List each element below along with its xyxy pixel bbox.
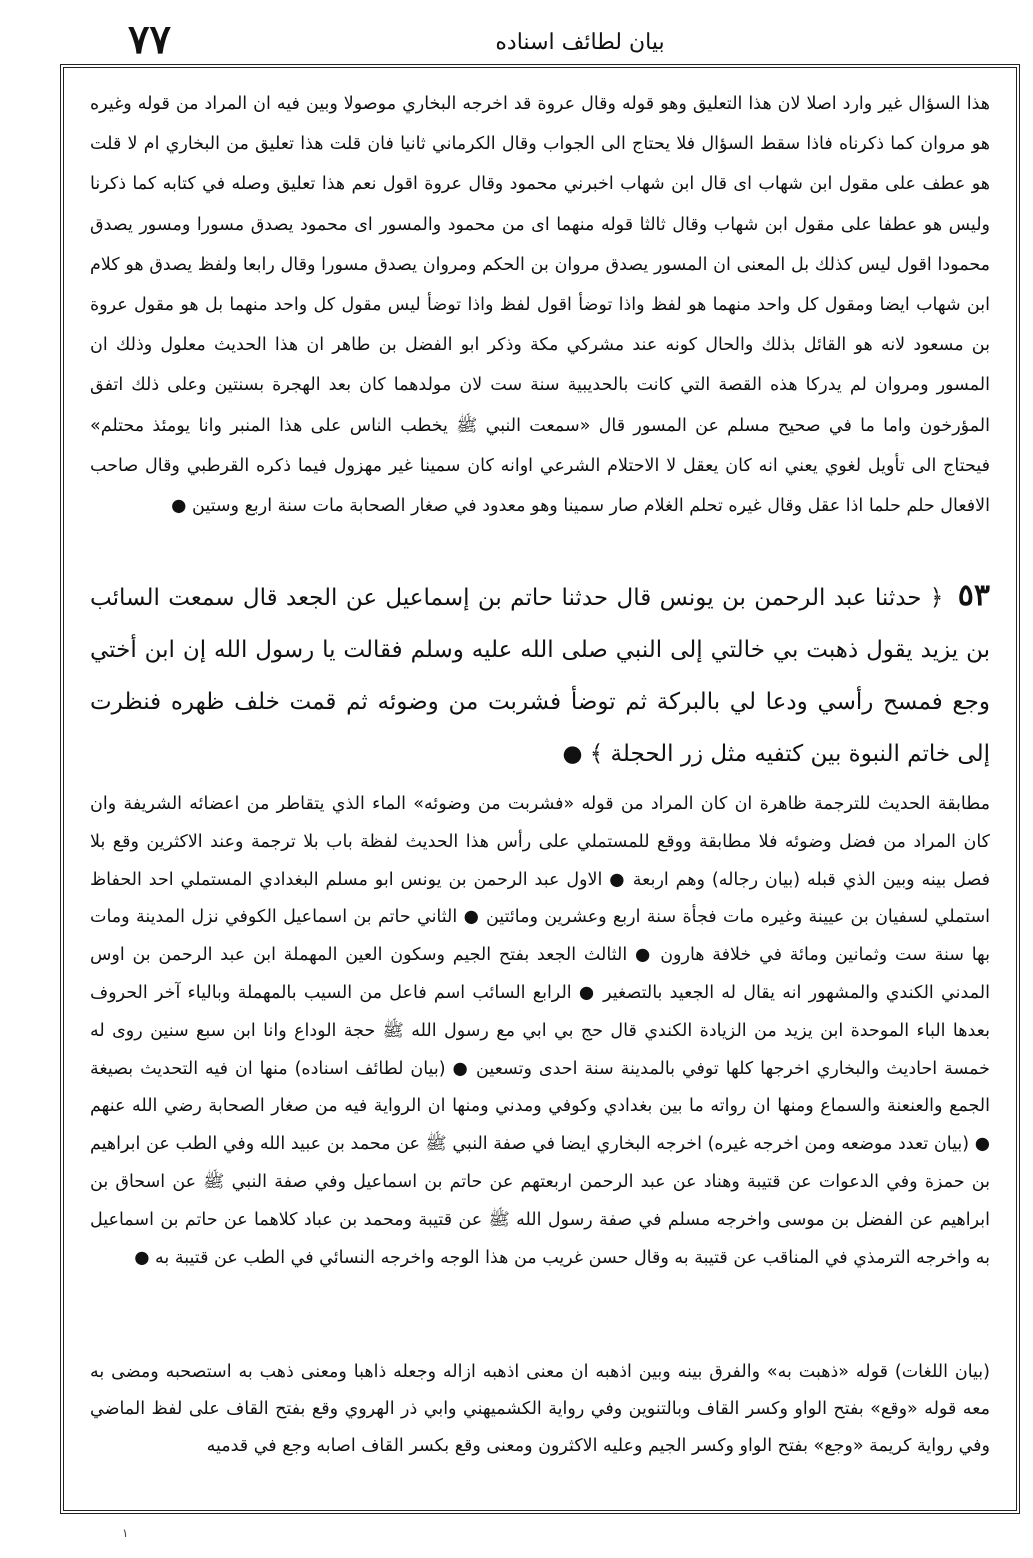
commentary-section-1 (90, 84, 990, 566)
commentary-section-2 (90, 786, 990, 1348)
running-title: بيان لطائف اسناده (495, 30, 665, 55)
hadith-block (90, 570, 990, 778)
commentary-paragraph-1: هذا السؤال غير وارد اصلا لان هذا التعليق وهو قوله وقال عروة قد اخرجه البخاري موصولا وبين فيه ان المراد من قوله وغيره هو مروان كما ذكرناه فاذا سقط السؤال فلا يحتاج الى الجواب وقال الكرماني ثانيا فان قلت هذا تعليق من البخاري ام لا قلت هو عطف على مقول ابن شهاب اى قال ابن شهاب اخبرني محمود وقال عروة اقول نعم هذا تعليق وصله في كتابه كما ذكرنا وليس هو عطفا على مقول ابن شهاب وقال ثالثا قوله منهما اى من محمود والمسور اى محمود يصدق مسورا ومسور يصدق محمودا اقول ليس كذلك بل المعنى ان المسور يصدق مروان بن الحكم ومروان يصدق مسورا وقال رابعا ولفظ يصدق هو كلام ابن شهاب ايضا ومقول كل واحد منهما هو لفظ واذا توضأ اقول لفظ واذا توضأ ليس مقول كل واحد منهما بل هو مقول عروة بن مسعود لانه هو القائل بذلك والحال كونه عند مشركي مكة وذكر ابو الفضل بن طاهر ان هذا الحديث معلول وذلك ان المسور ومروان لم يدركا هذه القصة التي كانت بالحديبية سنة ست لان مولدهما كان بعد الهجرة بسنتين وعلى ذلك اتفق المؤرخون واما ما في صحيح مسلم عن المسور قال «سمعت النبي ﷺ يخطب الناس على هذا المنبر وانا يومئذ محتلم» فيحتاج الى تأويل لغوي يعني انه كان يعقل لا الاحتلام الشرعي اوانه كان سمينا غير مهزول فيما ذكره القرطبي وقال صاحب الافعال حلم حلما اذا عقل وقال غيره تحلم الغلام صار سمينا وهو معدود في صغار الصحابة مات سنة اربع وستين ● (90, 94, 990, 517)
hadith-paragraph (90, 570, 990, 778)
page-number: ٧٧ (128, 16, 171, 63)
page-header (60, 18, 1020, 62)
commentary-paragraph-2: مطابقة الحديث للترجمة ظاهرة ان كان المراد من قوله «فشربت من وضوئه» الماء الذي يتقاطر من اعضائه الشريفة وان كان المراد من فضل وضوئه فلا مطابقة ووقع للمستملي على رأس هذا الحديث لفظة باب بلا ترجمة وعند الاكثرين وقع بلا فصل بينه وبين الذي قبله (بيان رجاله) وهم اربعة ● الاول عبد الرحمن بن يونس ابو مسلم البغدادي المستملي احد الحفاظ استملي لسفيان بن عيينة وغيره مات فجأة سنة اربع وعشرين ومائتين ● الثاني حاتم بن اسماعيل الكوفي نزل المدينة ومات بها سنة ست وثمانين ومائة في خلافة هارون ● الثالث الجعد بفتح الجيم وسكون العين المهملة ابن عبد الرحمن بن اوس المدني الكندي والمشهور انه يقال له الجعيد بالتصغير ● الرابع السائب اسم فاعل من السيب بالمهملة وبالياء آخر الحروف بعدها الباء الموحدة ابن يزيد من الزيادة الكندي قال حج بي ابي مع رسول الله ﷺ حجة الوداع وانا ابن سبع سنين روى له خمسة احاديث والبخاري اخرجها كلها توفي بالمدينة سنة احدى وتسعين ● (بيان لطائف اسناده) منها ان فيه التحديث بصيغة الجمع والعنعنة والسماع ومنها ان رواته ما بين بغدادي وكوفي ومدني ومنها ان الرواية فيه من صغار الصحابة رضي الله عنهم ● (بيان تعدد موضعه ومن اخرجه غيره) اخرجه البخاري ايضا في صفة النبي ﷺ عن محمد بن عبيد الله وفي الطب عن ابراهيم بن حمزة وفي الدعوات عن قتيبة وهناد عن عبد الرحمن اربعتهم عن حاتم بن اسماعيل وفي صفة النبي ﷺ عن اسحاق بن ابراهيم عن الفضل بن موسى واخرجه مسلم في صفة رسول الله ﷺ عن قتيبة ومحمد بن عباد كلاهما عن حاتم بن اسماعيل به واخرجه الترمذي في المناقب عن قتيبة به وقال حسن غريب من هذا الوجه واخرجه النسائي في الطب عن قتيبة به ● (90, 794, 990, 1268)
hadith-text: ﴿ حدثنا عبد الرحمن بن يونس قال حدثنا حاتم بن إسماعيل عن الجعد قال سمعت السائب بن يزيد يقول ذهبت بي خالتي إلى النبي صلى الله عليه وسلم فقالت يا رسول الله إن ابن أختي وجع فمسح رأسي ودعا لي بالبركة ثم توضأ فشربت من وضوئه ثم قمت خلف ظهره فنظرت إلى خاتم النبوة بين كتفيه مثل زر الحجلة ﴾ ● (90, 585, 990, 767)
commentary-paragraph-3: (بيان اللغات) قوله «ذهبت به» والفرق بينه وبين اذهبه ان معنى اذهبه ازاله وجعله ذاهبا ومعنى ذهب به استصحبه ومضى به معه قوله «وقع» بفتح الواو وكسر القاف وبالتنوين وفي رواية الكشميهني وابي ذر الهروي وقع بفتح القاف على لفظ الماضي وفي رواية كريمة «وجع» بفتح الواو وكسر الجيم وعليه الاكثرون ومعنى وقع بكسر القاف اصابه وجع في قدميه (90, 1362, 990, 1456)
text-frame (60, 64, 1020, 1514)
footer-mark: ١ (122, 1526, 129, 1540)
hadith-number: ٥٣ (957, 578, 990, 613)
commentary-section-3 (90, 1354, 990, 1474)
